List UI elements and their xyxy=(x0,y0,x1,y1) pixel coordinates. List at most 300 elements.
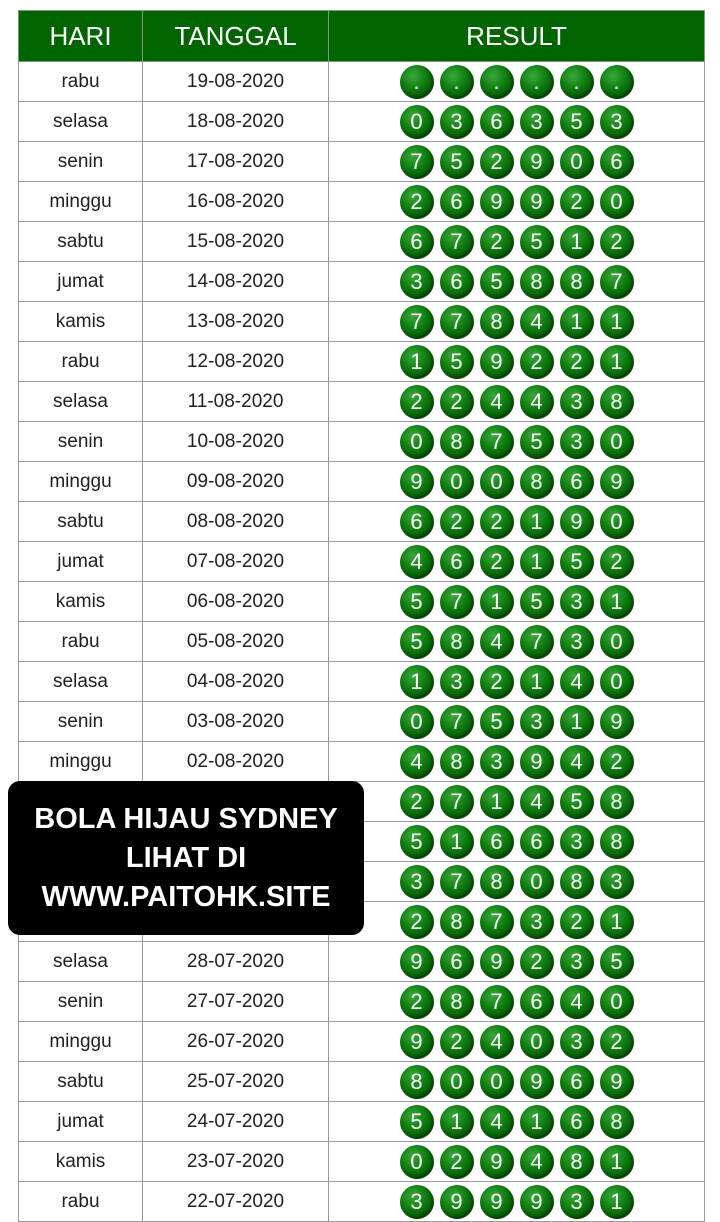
result-ball: 7 xyxy=(480,985,514,1019)
result-ball: 1 xyxy=(600,905,634,939)
result-balls xyxy=(329,665,704,699)
result-ball: 7 xyxy=(440,705,474,739)
result-balls xyxy=(329,625,704,659)
result-ball: 0 xyxy=(560,145,594,179)
result-ball: 2 xyxy=(400,785,434,819)
result-balls xyxy=(329,985,704,1019)
day-cell: minggu xyxy=(19,462,143,502)
result-ball: 3 xyxy=(440,105,474,139)
result-ball: 8 xyxy=(480,305,514,339)
result-cell xyxy=(329,502,705,542)
result-ball: 8 xyxy=(440,985,474,1019)
date-cell: 14-08-2020 xyxy=(143,262,329,302)
result-ball: 4 xyxy=(520,1145,554,1179)
result-cell xyxy=(329,222,705,262)
table-row xyxy=(19,462,705,502)
result-ball: 2 xyxy=(440,505,474,539)
result-ball: 9 xyxy=(520,745,554,779)
table-row xyxy=(19,1062,705,1102)
result-ball: 8 xyxy=(440,905,474,939)
day-cell: selasa xyxy=(19,102,143,142)
result-ball: 0 xyxy=(520,1025,554,1059)
result-ball: 7 xyxy=(480,905,514,939)
result-ball: 0 xyxy=(400,1145,434,1179)
result-ball: 0 xyxy=(600,185,634,219)
result-ball: 2 xyxy=(440,1145,474,1179)
date-cell: 23-07-2020 xyxy=(143,1142,329,1182)
result-cell xyxy=(329,782,705,822)
table-row xyxy=(19,102,705,142)
result-ball: 3 xyxy=(560,425,594,459)
result-ball: 1 xyxy=(480,585,514,619)
result-ball: 6 xyxy=(440,945,474,979)
result-ball: 9 xyxy=(480,945,514,979)
result-ball: 4 xyxy=(560,985,594,1019)
result-ball: 5 xyxy=(440,145,474,179)
result-balls xyxy=(329,425,704,459)
day-cell: sabtu xyxy=(19,222,143,262)
day-cell: rabu xyxy=(19,342,143,382)
date-cell: 25-07-2020 xyxy=(143,1062,329,1102)
result-ball: 1 xyxy=(400,665,434,699)
result-ball: 2 xyxy=(440,1025,474,1059)
result-ball: 9 xyxy=(520,185,554,219)
result-ball: 9 xyxy=(520,1185,554,1219)
result-ball: 0 xyxy=(440,1065,474,1099)
date-cell: 18-08-2020 xyxy=(143,102,329,142)
result-ball: 8 xyxy=(600,385,634,419)
result-ball: 1 xyxy=(520,545,554,579)
result-ball: 2 xyxy=(480,665,514,699)
result-ball: . xyxy=(600,65,634,99)
result-ball: 7 xyxy=(440,785,474,819)
result-ball: 8 xyxy=(560,865,594,899)
promo-line-2: LIHAT DI xyxy=(125,841,247,874)
table-row xyxy=(19,742,705,782)
day-cell: senin xyxy=(19,422,143,462)
result-balls xyxy=(329,1105,704,1139)
result-ball: 2 xyxy=(400,985,434,1019)
result-cell xyxy=(329,182,705,222)
result-ball: 8 xyxy=(560,265,594,299)
result-ball: 2 xyxy=(600,545,634,579)
result-ball: 0 xyxy=(520,865,554,899)
result-cell xyxy=(329,742,705,782)
result-cell xyxy=(329,1182,705,1222)
table-row xyxy=(19,342,705,382)
result-ball: 0 xyxy=(600,625,634,659)
result-ball: 7 xyxy=(440,585,474,619)
result-ball: 9 xyxy=(480,345,514,379)
result-balls xyxy=(329,105,704,139)
result-ball: 4 xyxy=(480,1025,514,1059)
date-cell: 28-07-2020 xyxy=(143,942,329,982)
result-ball: 3 xyxy=(560,385,594,419)
result-ball: 3 xyxy=(600,105,634,139)
result-cell xyxy=(329,862,705,902)
day-cell: rabu xyxy=(19,1182,143,1222)
day-cell: selasa xyxy=(19,382,143,422)
promo-line-1: BOLA HIJAU SYDNEY xyxy=(34,802,338,835)
result-ball: 0 xyxy=(600,425,634,459)
result-ball: 7 xyxy=(440,865,474,899)
result-ball: 9 xyxy=(400,1025,434,1059)
day-cell: senin xyxy=(19,702,143,742)
result-ball: 5 xyxy=(520,425,554,459)
date-cell: 17-08-2020 xyxy=(143,142,329,182)
result-ball: 2 xyxy=(600,1025,634,1059)
result-balls xyxy=(329,145,704,179)
table-row xyxy=(19,262,705,302)
results-table xyxy=(18,10,705,1222)
date-cell: 11-08-2020 xyxy=(143,382,329,422)
result-ball: 6 xyxy=(520,985,554,1019)
result-ball: 7 xyxy=(400,305,434,339)
result-ball: 3 xyxy=(560,825,594,859)
result-ball: 2 xyxy=(480,545,514,579)
result-ball: 9 xyxy=(440,1185,474,1219)
result-ball: 3 xyxy=(400,865,434,899)
table-row xyxy=(19,1182,705,1222)
table-row xyxy=(19,1102,705,1142)
result-ball: 6 xyxy=(440,265,474,299)
date-cell: 27-07-2020 xyxy=(143,982,329,1022)
result-ball: 8 xyxy=(600,825,634,859)
result-ball: 7 xyxy=(440,305,474,339)
result-ball: . xyxy=(480,65,514,99)
date-cell: 05-08-2020 xyxy=(143,622,329,662)
result-balls xyxy=(329,865,704,899)
result-ball: 3 xyxy=(560,585,594,619)
result-balls xyxy=(329,945,704,979)
result-cell xyxy=(329,1142,705,1182)
result-ball: 3 xyxy=(520,905,554,939)
result-ball: 9 xyxy=(600,1065,634,1099)
result-ball: 7 xyxy=(480,425,514,459)
result-ball: 8 xyxy=(520,265,554,299)
header-tanggal: TANGGAL xyxy=(143,11,329,62)
result-ball: 8 xyxy=(480,865,514,899)
result-ball: 7 xyxy=(600,265,634,299)
date-cell: 02-08-2020 xyxy=(143,742,329,782)
day-cell: selasa xyxy=(19,662,143,702)
result-ball: 3 xyxy=(560,625,594,659)
table-row xyxy=(19,382,705,422)
result-ball: 8 xyxy=(600,1105,634,1139)
result-balls xyxy=(329,1025,704,1059)
day-cell: senin xyxy=(19,142,143,182)
result-ball: 0 xyxy=(480,1065,514,1099)
header-hari: HARI xyxy=(19,11,143,62)
result-ball: 2 xyxy=(560,345,594,379)
result-ball: 6 xyxy=(520,825,554,859)
result-balls xyxy=(329,745,704,779)
result-ball: 0 xyxy=(600,985,634,1019)
result-ball: 9 xyxy=(600,465,634,499)
result-ball: 4 xyxy=(560,665,594,699)
day-cell: jumat xyxy=(19,542,143,582)
day-cell: minggu xyxy=(19,182,143,222)
result-ball: 8 xyxy=(520,465,554,499)
result-ball: 6 xyxy=(440,185,474,219)
result-ball: . xyxy=(560,65,594,99)
result-ball: 0 xyxy=(400,105,434,139)
result-ball: 9 xyxy=(400,945,434,979)
result-ball: 4 xyxy=(400,745,434,779)
result-ball: 8 xyxy=(400,1065,434,1099)
result-ball: 5 xyxy=(400,825,434,859)
day-cell: senin xyxy=(19,982,143,1022)
result-ball: 5 xyxy=(600,945,634,979)
result-balls xyxy=(329,385,704,419)
result-ball: 2 xyxy=(600,745,634,779)
result-cell xyxy=(329,822,705,862)
result-ball: 8 xyxy=(440,425,474,459)
result-ball: 1 xyxy=(520,505,554,539)
result-cell xyxy=(329,1062,705,1102)
day-cell: sabtu xyxy=(19,1062,143,1102)
result-ball: 5 xyxy=(440,345,474,379)
result-ball: 5 xyxy=(560,785,594,819)
result-ball: 1 xyxy=(520,1105,554,1139)
result-ball: 4 xyxy=(400,545,434,579)
result-ball: 1 xyxy=(560,225,594,259)
result-ball: 2 xyxy=(560,185,594,219)
table-row xyxy=(19,622,705,662)
day-cell: jumat xyxy=(19,1102,143,1142)
result-ball: 2 xyxy=(600,225,634,259)
result-cell xyxy=(329,542,705,582)
result-balls xyxy=(329,825,704,859)
result-ball: 1 xyxy=(600,1145,634,1179)
day-cell: selasa xyxy=(19,942,143,982)
result-ball: 5 xyxy=(560,545,594,579)
result-ball: 6 xyxy=(600,145,634,179)
result-balls xyxy=(329,1065,704,1099)
result-ball: 4 xyxy=(520,785,554,819)
result-ball: 4 xyxy=(480,625,514,659)
result-ball: 4 xyxy=(480,1105,514,1139)
result-balls xyxy=(329,65,704,99)
date-cell: 07-08-2020 xyxy=(143,542,329,582)
result-ball: 9 xyxy=(520,145,554,179)
result-ball: 5 xyxy=(520,225,554,259)
results-body xyxy=(19,62,705,1222)
day-cell: kamis xyxy=(19,1142,143,1182)
day-cell: jumat xyxy=(19,262,143,302)
header-row xyxy=(19,11,705,62)
result-ball: 4 xyxy=(520,305,554,339)
result-ball: 1 xyxy=(600,585,634,619)
result-balls xyxy=(329,585,704,619)
table-row xyxy=(19,582,705,622)
result-cell xyxy=(329,982,705,1022)
result-ball: 5 xyxy=(560,105,594,139)
result-cell xyxy=(329,582,705,622)
result-ball: 1 xyxy=(440,825,474,859)
result-balls xyxy=(329,705,704,739)
result-ball: 0 xyxy=(600,665,634,699)
result-cell xyxy=(329,422,705,462)
result-balls xyxy=(329,225,704,259)
result-ball: 1 xyxy=(560,305,594,339)
result-ball: 6 xyxy=(480,825,514,859)
result-ball: 7 xyxy=(440,225,474,259)
result-ball: 9 xyxy=(520,1065,554,1099)
result-ball: 2 xyxy=(520,945,554,979)
result-ball: 0 xyxy=(400,425,434,459)
result-balls xyxy=(329,265,704,299)
result-ball: 9 xyxy=(400,465,434,499)
result-ball: 2 xyxy=(400,185,434,219)
result-ball: . xyxy=(520,65,554,99)
result-cell xyxy=(329,1022,705,1062)
date-cell: 09-08-2020 xyxy=(143,462,329,502)
result-cell xyxy=(329,62,705,102)
table-row xyxy=(19,1022,705,1062)
result-ball: 3 xyxy=(600,865,634,899)
day-cell: rabu xyxy=(19,622,143,662)
result-ball: 4 xyxy=(520,385,554,419)
result-ball: 9 xyxy=(600,705,634,739)
result-ball: 7 xyxy=(520,625,554,659)
day-cell: sabtu xyxy=(19,502,143,542)
result-ball: 8 xyxy=(560,1145,594,1179)
result-ball: 6 xyxy=(480,105,514,139)
table-row xyxy=(19,702,705,742)
result-balls xyxy=(329,1145,704,1179)
table-row xyxy=(19,942,705,982)
result-ball: 6 xyxy=(400,505,434,539)
result-ball: 2 xyxy=(400,385,434,419)
result-ball: 0 xyxy=(480,465,514,499)
result-ball: 6 xyxy=(560,1065,594,1099)
result-ball: 2 xyxy=(480,505,514,539)
result-ball: 4 xyxy=(480,385,514,419)
result-ball: 3 xyxy=(520,105,554,139)
date-cell: 15-08-2020 xyxy=(143,222,329,262)
result-cell xyxy=(329,902,705,942)
result-ball: 7 xyxy=(400,145,434,179)
date-cell: 06-08-2020 xyxy=(143,582,329,622)
date-cell: 08-08-2020 xyxy=(143,502,329,542)
result-ball: 9 xyxy=(480,185,514,219)
result-ball: 2 xyxy=(560,905,594,939)
day-cell: kamis xyxy=(19,302,143,342)
date-cell: 04-08-2020 xyxy=(143,662,329,702)
result-cell xyxy=(329,1102,705,1142)
date-cell: 12-08-2020 xyxy=(143,342,329,382)
result-balls xyxy=(329,905,704,939)
result-ball: 5 xyxy=(400,1105,434,1139)
table-row xyxy=(19,542,705,582)
result-ball: 3 xyxy=(480,745,514,779)
table-row xyxy=(19,222,705,262)
result-ball: 1 xyxy=(600,345,634,379)
date-cell: 03-08-2020 xyxy=(143,702,329,742)
result-ball: 5 xyxy=(480,265,514,299)
result-ball: 1 xyxy=(520,665,554,699)
day-cell: kamis xyxy=(19,582,143,622)
result-ball: 2 xyxy=(480,225,514,259)
header-result: RESULT xyxy=(329,11,705,62)
result-ball: 0 xyxy=(600,505,634,539)
result-ball: . xyxy=(400,65,434,99)
result-ball: 8 xyxy=(440,745,474,779)
result-cell xyxy=(329,342,705,382)
result-ball: 2 xyxy=(520,345,554,379)
promo-line-3: WWW.PAITOHK.SITE xyxy=(41,880,331,913)
result-ball: 5 xyxy=(400,585,434,619)
day-cell: minggu xyxy=(19,742,143,782)
result-cell xyxy=(329,702,705,742)
date-cell: 16-08-2020 xyxy=(143,182,329,222)
result-ball: 0 xyxy=(400,705,434,739)
result-ball: 6 xyxy=(440,545,474,579)
result-ball: 1 xyxy=(480,785,514,819)
result-ball: 3 xyxy=(560,945,594,979)
table-row xyxy=(19,1142,705,1182)
result-ball: 3 xyxy=(400,265,434,299)
result-ball: 8 xyxy=(600,785,634,819)
day-cell: rabu xyxy=(19,62,143,102)
result-cell xyxy=(329,942,705,982)
result-ball: 5 xyxy=(520,585,554,619)
date-cell: 26-07-2020 xyxy=(143,1022,329,1062)
date-cell: 22-07-2020 xyxy=(143,1182,329,1222)
table-row xyxy=(19,182,705,222)
table-row xyxy=(19,62,705,102)
result-ball: 3 xyxy=(520,705,554,739)
result-balls xyxy=(329,545,704,579)
date-cell: 19-08-2020 xyxy=(143,62,329,102)
result-ball: 6 xyxy=(560,465,594,499)
result-ball: 5 xyxy=(480,705,514,739)
promo-banner xyxy=(8,781,364,935)
result-balls xyxy=(329,345,704,379)
result-cell xyxy=(329,302,705,342)
result-cell xyxy=(329,622,705,662)
result-ball: 1 xyxy=(600,305,634,339)
result-ball: 9 xyxy=(560,505,594,539)
result-ball: 2 xyxy=(440,385,474,419)
table-row xyxy=(19,662,705,702)
result-ball: 8 xyxy=(440,625,474,659)
table-row xyxy=(19,422,705,462)
result-ball: 3 xyxy=(440,665,474,699)
result-ball: 1 xyxy=(440,1105,474,1139)
result-balls xyxy=(329,305,704,339)
table-row xyxy=(19,982,705,1022)
result-ball: 1 xyxy=(560,705,594,739)
result-ball: 5 xyxy=(400,625,434,659)
result-ball: 6 xyxy=(560,1105,594,1139)
result-balls xyxy=(329,465,704,499)
date-cell: 13-08-2020 xyxy=(143,302,329,342)
date-cell: 24-07-2020 xyxy=(143,1102,329,1142)
result-ball: 3 xyxy=(400,1185,434,1219)
result-ball: 9 xyxy=(480,1185,514,1219)
day-cell: minggu xyxy=(19,1022,143,1062)
result-cell xyxy=(329,142,705,182)
result-ball: 2 xyxy=(400,905,434,939)
result-balls xyxy=(329,785,704,819)
result-balls xyxy=(329,1185,704,1219)
result-ball: 1 xyxy=(600,1185,634,1219)
result-ball: 6 xyxy=(400,225,434,259)
table-row xyxy=(19,302,705,342)
result-ball: 0 xyxy=(440,465,474,499)
